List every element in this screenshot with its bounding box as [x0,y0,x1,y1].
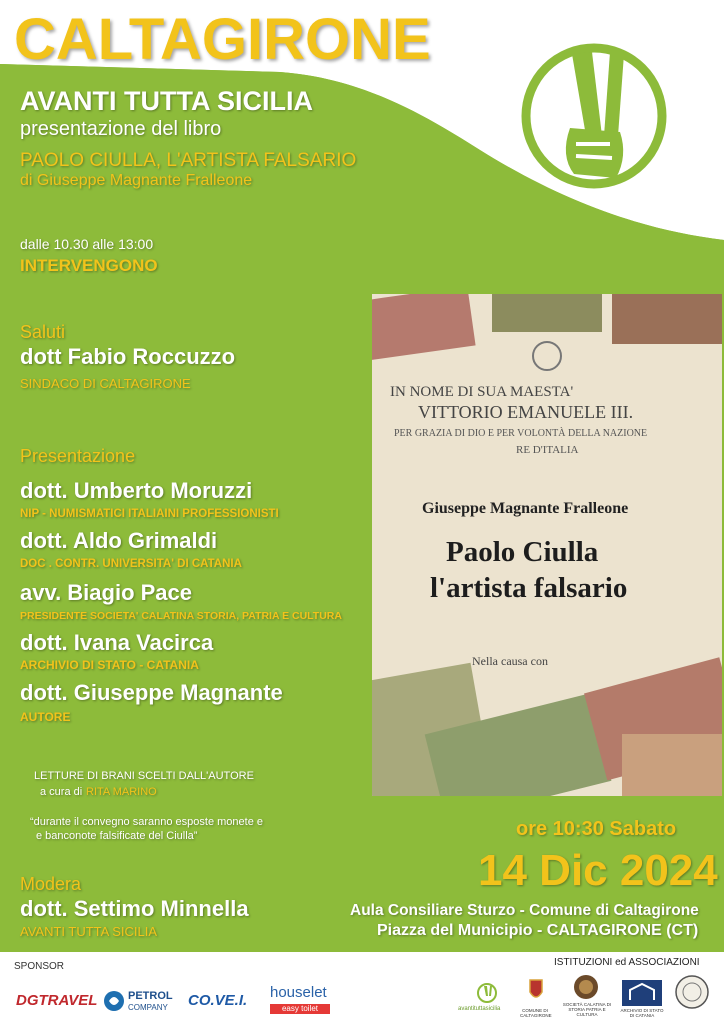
event-time-day: ore 10:30 Sabato [516,818,677,840]
speaker-name: dott. Giuseppe Magnante [20,680,283,705]
book-author: di Giuseppe Magnante Fralleone [20,172,253,189]
modera-name: dott. Settimo Minnella [20,896,249,921]
victory-hand-icon [520,16,668,206]
book-cover-image [372,294,722,796]
cover-title: Paolo Ciulla [446,536,599,568]
page-title: CALTAGIRONE [14,7,431,72]
houselet-logo: houselet [270,984,327,1001]
speaker-role: AUTORE [20,710,71,724]
saluti-heading: Saluti [20,322,66,342]
petrol-logo-icon [103,990,125,1012]
inst-label: SOCIETÀ CALATINA DI STORIA PATRIA E CULTURA [562,1002,612,1017]
presentazione-heading: Presentazione [20,446,136,466]
society-seal-icon [573,974,599,1000]
dgtravel-logo: DGTRAVEL [16,992,98,1009]
saluti-name: dott Fabio Roccuzzo [20,344,236,369]
crest-icon [528,978,544,1002]
inst-label: ARCHIVIO DI STATO DI CATANIA [620,1008,664,1018]
quote-line: e banconote falsificate del Ciulla” [36,830,198,842]
event-date: 14 Dic 2024 [478,846,718,895]
speaker-name: dott. Aldo Grimaldi [20,528,218,553]
speaker-name: dott. Umberto Moruzzi [20,478,253,503]
victory-small-icon [476,982,498,1004]
cover-line: PER GRAZIA DI DIO E PER VOLONTÀ DELLA NAZIONE [394,428,648,439]
quote-line: “durante il convegno saranno esposte monete e [30,816,263,828]
time-range: dalle 10.30 alle 13:00 [20,236,154,252]
speaker-role: NIP - NUMISMATICI ITALIAINI PROFESSIONISTI [20,508,279,520]
letture-reader: RITA MARINO [86,786,157,798]
subtitle: AVANTI TUTTA SICILIA [20,86,313,116]
cover-line: RE D'ITALIA [516,444,579,456]
event-type: presentazione del libro [20,118,222,140]
round-seal-icon [674,974,710,1010]
modera-heading: Modera [20,874,82,894]
intervengono-heading: INTERVENGONO [20,256,158,275]
speaker-name: avv. Biagio Pace [20,580,193,605]
speaker-name: dott. Ivana Vacirca [20,630,214,655]
cover-author: Giuseppe Magnante Fralleone [422,500,629,517]
saluti-role: SINDACO DI CALTAGIRONE [20,376,191,391]
footer [0,952,724,1024]
sponsor-label: SPONSOR [14,961,65,972]
cover-line: IN NOME DI SUA MAESTA' [390,384,574,400]
speaker-role: DOC . CONTR. UNIVERSITA' DI CATANIA [20,558,242,570]
cover-line: VITTORIO EMANUELE III. [418,402,634,422]
istituzioni-label: ISTITUZIONI ed ASSOCIAZIONI [554,957,700,968]
archivio-logo-icon [622,980,662,1006]
event-place: Aula Consiliare Sturzo - Comune di Caltagirone [350,902,699,919]
cover-title: l'artista falsario [430,572,628,604]
inst-label: avantituttasicilia [458,1006,501,1012]
book-title: PAOLO CIULLA, L'ARTISTA FALSARIO [20,150,357,171]
letture-acura: a cura di [40,786,83,798]
covei-logo: CO.VE.I. [188,992,248,1009]
speaker-role: ARCHIVIO DI STATO - CATANIA [20,658,199,672]
cover-stamp: Nella causa con [472,654,548,668]
petrol-logo: PETROL [128,990,173,1002]
modera-role: AVANTI TUTTA SICILIA [20,924,158,939]
letture-line: LETTURE DI BRANI SCELTI DALL'AUTORE [34,770,254,782]
petrol-logo-sub: COMPANY [128,1003,168,1012]
inst-label: COMUNE DI CALTAGIRONE [520,1008,552,1018]
event-address: Piazza del Municipio - CALTAGIRONE (CT) [377,922,699,939]
speaker-role: PRESIDENTE SOCIETA' CALATINA STORIA, PATRIA E CULTURA [20,610,342,622]
houselet-sub: easy toilet [270,1004,330,1014]
